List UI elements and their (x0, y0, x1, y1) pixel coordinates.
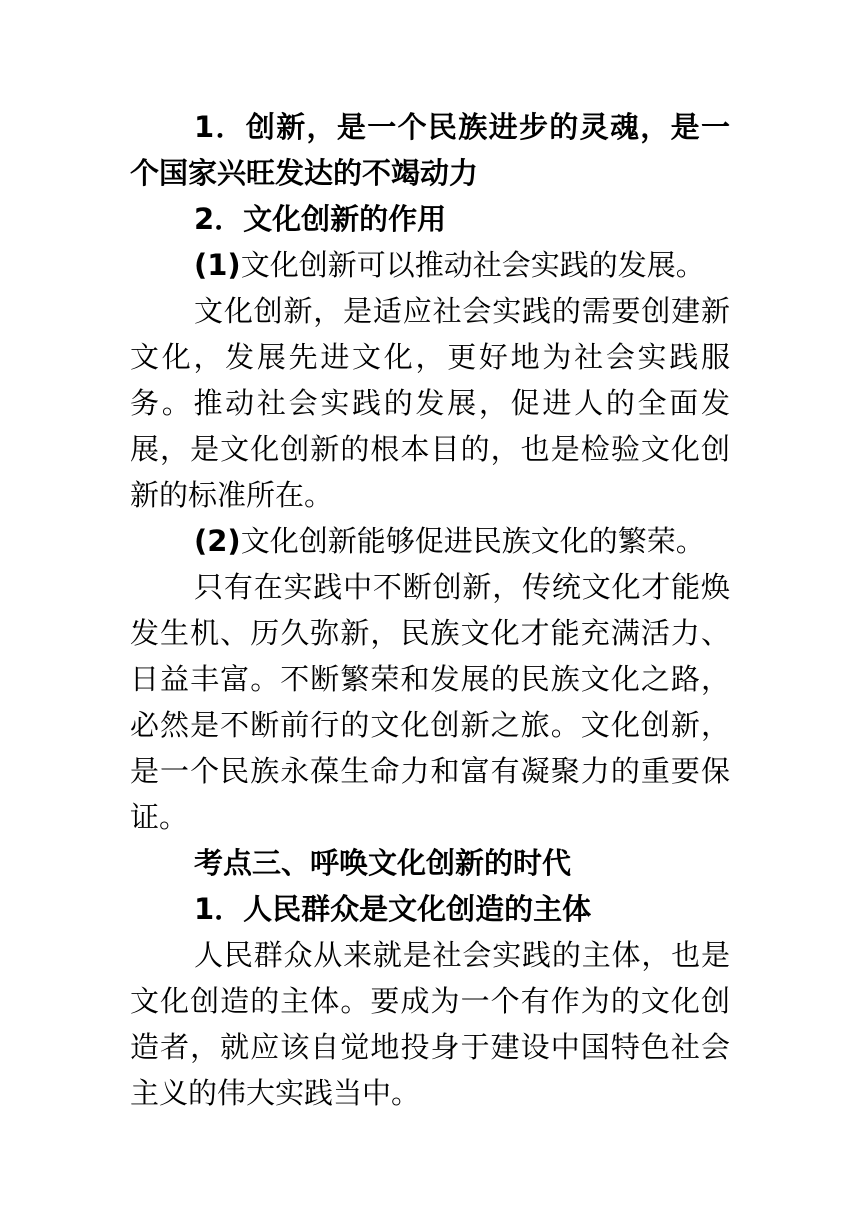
heading-people-as-creators (130, 886, 730, 932)
item-number: (1) (194, 248, 241, 282)
body-paragraph-people-as-creators (130, 932, 730, 1116)
document-body (130, 104, 730, 1116)
heading-role-of-cultural-innovation (130, 196, 730, 242)
paragraph-text: 考点三、呼唤文化创新的时代 (194, 846, 572, 880)
item-number: (2) (194, 524, 241, 558)
paragraph-text: 1．人民群众是文化创造的主体 (194, 892, 592, 926)
paragraph-text: 人民群众从来就是社会实践的主体，也是文化创造的主体。要成为一个有作为的文化创造者，就应该自觉地投身于建设中国特色社会主义的伟大实践当中。 (130, 938, 730, 1110)
paragraph-text: 只有在实践中不断创新，传统文化才能焕发生机、历久弥新，民族文化才能充满活力、日益丰富。不断繁荣和发展的民族文化之路，必然是不断前行的文化创新之旅。文化创新，是一个民族永葆生命力和富有凝聚力的重要保证。 (130, 570, 730, 834)
paragraph-text: 文化创新，是适应社会实践的需要创建新文化，发展先进文化，更好地为社会实践服务。推动社会实践的发展，促进人的全面发展，是文化创新的根本目的，也是检验文化创新的标准所在。 (130, 294, 730, 512)
paragraph-text: 文化创新能够促进民族文化的繁荣。 (240, 524, 705, 558)
subheading-national-culture-prosperity (130, 518, 730, 564)
subheading-promote-social-practice (130, 242, 730, 288)
heading-innovation-soul (130, 104, 730, 196)
paragraph-text: 1．创新，是一个民族进步的灵魂，是一个国家兴旺发达的不竭动力 (130, 110, 730, 190)
heading-exam-point-three (130, 840, 730, 886)
paragraph-text: 文化创新可以推动社会实践的发展。 (240, 248, 705, 282)
body-paragraph-national-culture (130, 564, 730, 840)
paragraph-text: 2．文化创新的作用 (194, 202, 447, 236)
body-paragraph-social-practice (130, 288, 730, 518)
